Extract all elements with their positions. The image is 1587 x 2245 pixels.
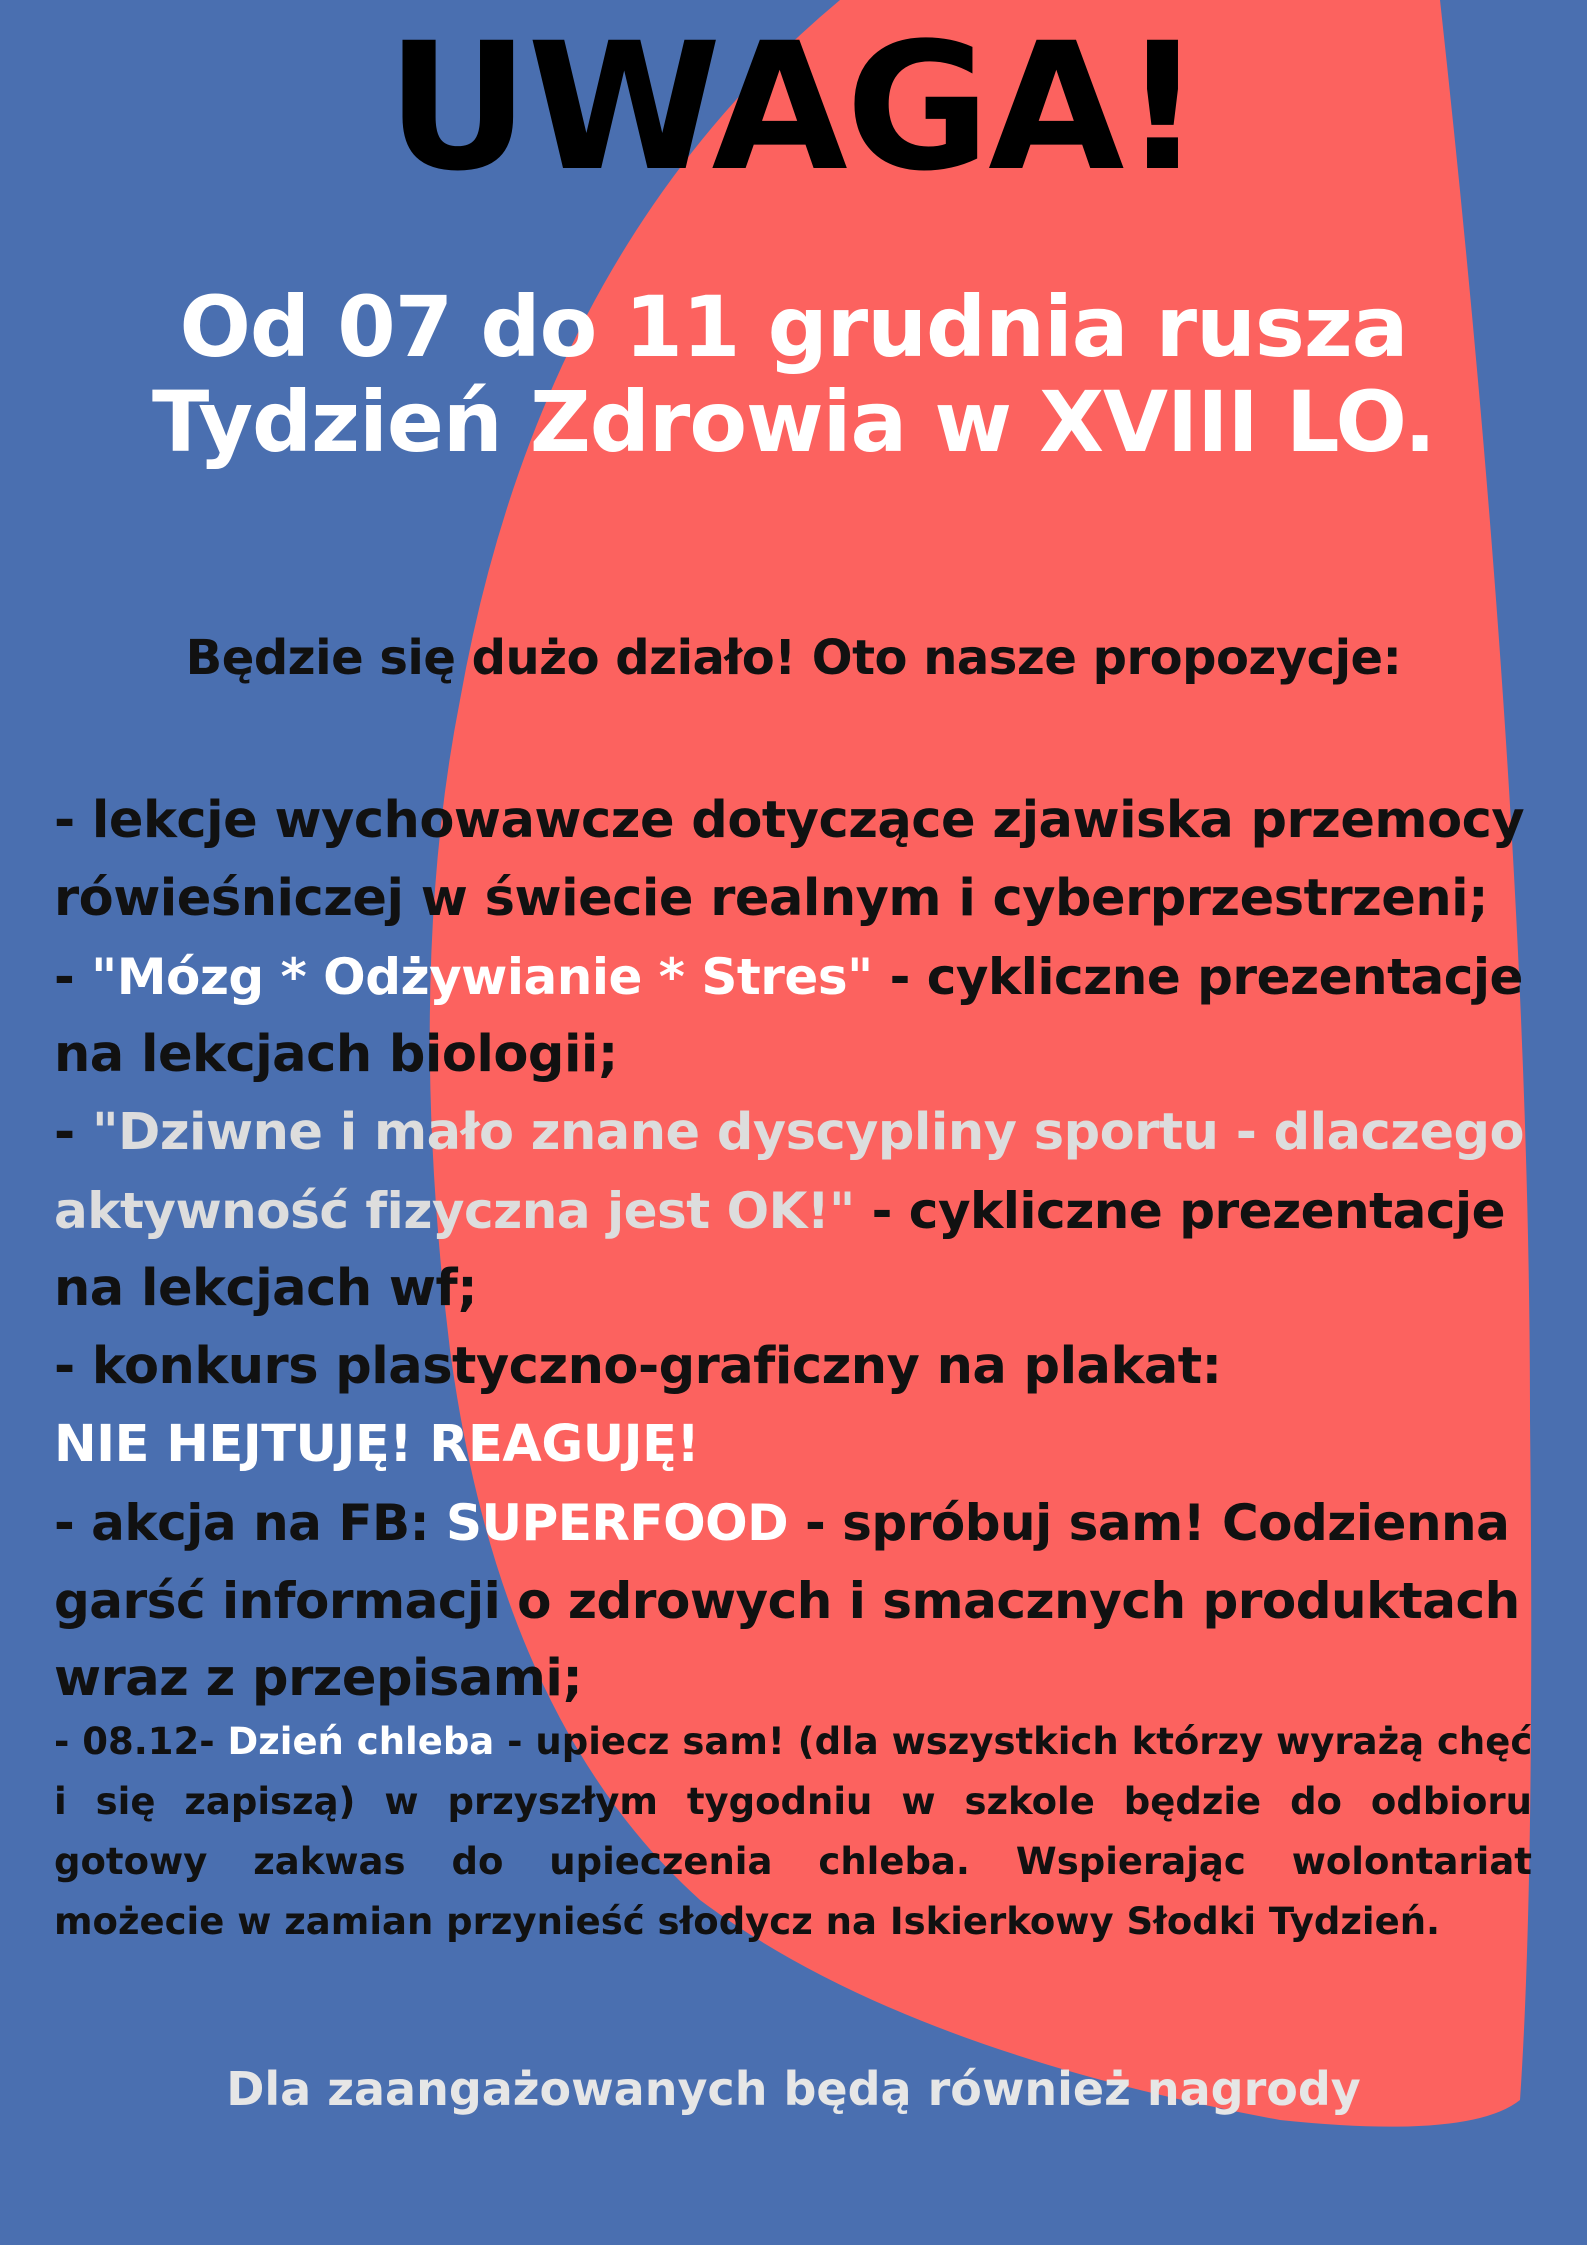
headline-line-2: Tydzień Zdrowia w XVIII LO. xyxy=(151,372,1436,471)
page-title: UWAGA! xyxy=(386,5,1201,210)
list-item-2-line-1: - "Mózg * Odżywianie * Stres" - cykliczne prezentacje xyxy=(54,948,1523,1006)
bread-line-2: i się zapiszą) w przyszłym tygodniu w szkole będzie do odbioru xyxy=(54,1780,1532,1823)
list-item-3-line-1: - "Dziwne i mało znane dyscypliny sportu - dlaczego xyxy=(54,1103,1525,1162)
list-item-5-line-3: wraz z przepisami; xyxy=(54,1649,583,1708)
list-item-2-line-2: na lekcjach biologii; xyxy=(54,1025,618,1084)
intro-text: Będzie się dużo działo! Oto nasze propozycje: xyxy=(185,630,1402,686)
list-item-5-line-2: garść informacji o zdrowych i smacznych produktach xyxy=(54,1572,1520,1630)
bread-line-4: możecie w zamian przynieść słodycz na Iskierkowy Słodki Tydzień. xyxy=(54,1900,1441,1943)
list-item-4-slogan: NIE HEJTUJĘ! REAGUJĘ! xyxy=(54,1415,700,1474)
headline xyxy=(60,280,1527,470)
list-item-1-line-1: - lekcje wychowawcze dotyczące zjawiska przemocy xyxy=(54,791,1525,850)
bread-highlight: Dzień chleba xyxy=(227,1720,495,1763)
list-item-3-line-2: aktywność fizyczna jest OK!" - cykliczne prezentacje xyxy=(54,1182,1506,1240)
item-2-highlight: "Mózg * Odżywianie * Stres" xyxy=(91,948,873,1006)
item-3-highlight-1: "Dziwne i mało znane dyscypliny sportu - dlaczego xyxy=(91,1103,1525,1162)
item-3-highlight-2: aktywność fizyczna jest OK!" xyxy=(54,1182,855,1240)
bread-day-paragraph xyxy=(54,1712,1532,1952)
list-item-5-line-1: - akcja na FB: SUPERFOOD - spróbuj sam! Codzienna xyxy=(54,1494,1510,1552)
footer-text: Dla zaangażowanych będą również nagrody xyxy=(226,2062,1361,2116)
headline-line-1: Od 07 do 11 grudnia rusza xyxy=(179,278,1408,376)
list-item-4-line-1: - konkurs plastyczno-graficzny na plakat: xyxy=(54,1337,1222,1396)
bread-line-1: - 08.12- Dzień chleba - upiecz sam! (dla wszystkich którzy wyrażą chęć xyxy=(54,1720,1533,1763)
item-5-highlight: SUPERFOOD xyxy=(446,1494,789,1552)
bread-line-3: gotowy zakwas do upieczenia chleba. Wspierając wolontariat xyxy=(54,1840,1532,1883)
list-item-3-line-3: na lekcjach wf; xyxy=(54,1259,478,1318)
list-item-1-line-2: rówieśniczej w świecie realnym i cyberprzestrzeni; xyxy=(54,869,1489,928)
proposal-list xyxy=(54,782,1534,1718)
